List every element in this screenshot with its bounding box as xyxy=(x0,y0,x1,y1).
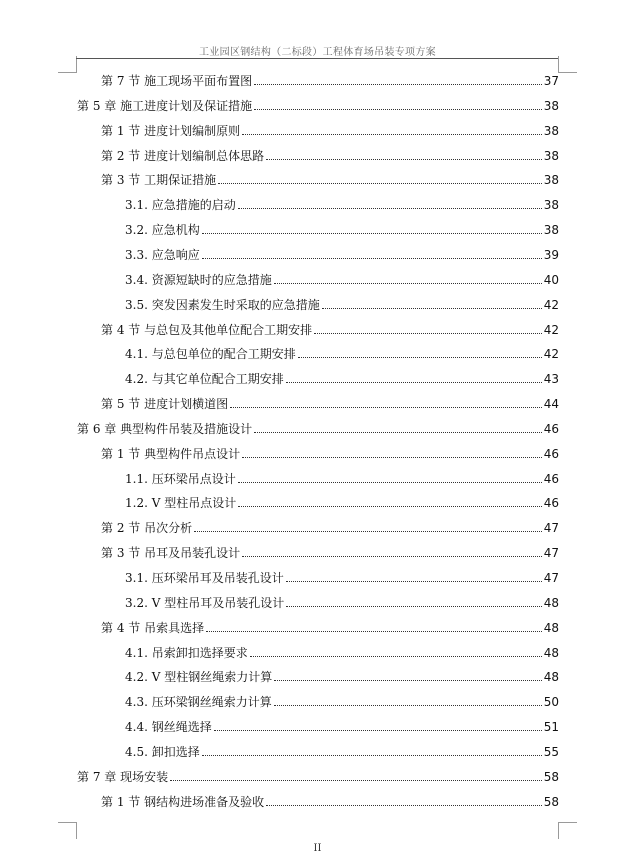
toc-entry[interactable] xyxy=(125,269,559,287)
toc-entry-title: 4.1. 与总包单位的配合工期安排 xyxy=(125,347,296,362)
toc-entry-title: 4.4. 钢丝绳选择 xyxy=(125,720,212,735)
crop-mark-top-right xyxy=(558,56,577,73)
toc-entry-title: 4.5. 卸扣选择 xyxy=(125,744,200,759)
toc-entry-page: 48 xyxy=(543,620,559,635)
toc-entry[interactable] xyxy=(125,567,559,585)
toc-entry-title: 3.3. 应急响应 xyxy=(125,247,200,262)
toc-entry[interactable] xyxy=(101,791,559,809)
toc-dot-leader xyxy=(286,382,542,383)
toc-dot-leader xyxy=(298,357,542,358)
toc-entry-title: 第 2 节 吊次分析 xyxy=(101,521,193,536)
toc-entry[interactable] xyxy=(125,244,559,262)
toc-entry[interactable] xyxy=(77,766,559,784)
toc-entry-page: 38 xyxy=(543,123,559,138)
toc-entry[interactable] xyxy=(77,418,559,436)
toc-entry-title: 3.2. V 型柱吊耳及吊装孔设计 xyxy=(125,595,285,610)
toc-entry-page: 58 xyxy=(543,794,559,809)
crop-mark-bottom-right xyxy=(558,822,577,839)
running-header: 工业园区钢结构（二标段）工程体育场吊装专项方案 xyxy=(199,47,436,58)
toc-entry-title: 第 4 节 吊索具选择 xyxy=(101,620,205,635)
crop-mark-top-left xyxy=(58,56,77,73)
crop-mark-bottom-left xyxy=(58,822,77,839)
toc-dot-leader xyxy=(206,631,542,632)
toc-entry[interactable] xyxy=(125,368,559,386)
toc-entry[interactable] xyxy=(125,592,559,610)
toc-dot-leader xyxy=(202,233,542,234)
toc-entry-title: 3.1. 压环梁吊耳及吊装孔设计 xyxy=(125,571,284,585)
toc-entry-page: 48 xyxy=(543,645,559,660)
toc-entry[interactable] xyxy=(125,343,559,361)
toc-entry-title: 第 3 节 工期保证措施 xyxy=(101,173,217,188)
toc-entry-page: 38 xyxy=(543,173,559,188)
toc-dot-leader xyxy=(254,432,542,433)
toc-dot-leader xyxy=(242,556,542,557)
toc-entry[interactable] xyxy=(101,517,559,535)
toc-entry[interactable] xyxy=(77,95,559,113)
toc-entry-page: 39 xyxy=(543,247,559,262)
toc-dot-leader xyxy=(238,506,542,507)
toc-entry-page: 46 xyxy=(543,446,559,461)
toc-dot-leader xyxy=(218,183,542,184)
toc-dot-leader xyxy=(254,84,542,85)
toc-entry-page: 55 xyxy=(543,744,559,759)
toc-dot-leader xyxy=(170,780,542,781)
header-rule xyxy=(76,58,558,59)
toc-entry-page: 38 xyxy=(543,198,559,213)
toc-entry-page: 37 xyxy=(543,74,559,88)
toc-entry-title: 4.1. 吊索卸扣选择要求 xyxy=(125,645,248,660)
toc-entry-title: 3.2. 应急机构 xyxy=(125,223,200,238)
toc-entry-page: 46 xyxy=(543,496,559,511)
toc-entry[interactable] xyxy=(101,169,559,187)
toc-entry-title: 3.1. 应急措施的启动 xyxy=(125,198,236,213)
toc-entry[interactable] xyxy=(101,120,559,138)
toc-entry-page: 38 xyxy=(543,148,559,163)
toc-entry-page: 47 xyxy=(543,571,559,585)
toc-entry-title: 1.1. 压环梁吊点设计 xyxy=(125,471,236,486)
toc-dot-leader xyxy=(202,258,542,259)
toc-entry-title: 3.4. 资源短缺时的应急措施 xyxy=(125,272,272,287)
toc-entry[interactable] xyxy=(101,617,559,635)
toc-entry[interactable] xyxy=(101,393,559,411)
toc-entry[interactable] xyxy=(125,642,559,660)
toc-entry-title: 第 5 节 进度计划横道图 xyxy=(101,397,229,412)
toc-entry-page: 47 xyxy=(543,546,559,561)
toc-entry-title: 第 7 章 现场安装 xyxy=(77,769,169,784)
toc-entry[interactable] xyxy=(125,468,559,486)
toc-dot-leader xyxy=(274,705,542,706)
toc-entry-title: 第 1 节 进度计划编制原则 xyxy=(101,123,241,138)
toc-dot-leader xyxy=(238,482,542,483)
toc-dot-leader xyxy=(274,680,542,681)
toc-entry-title: 第 7 节 施工现场平面布置图 xyxy=(101,74,253,88)
toc-entry-page: 48 xyxy=(543,670,559,685)
toc-entry-title: 第 6 章 典型构件吊装及措施设计 xyxy=(77,421,253,436)
toc-entry-page: 38 xyxy=(543,223,559,238)
toc-entry-page: 40 xyxy=(543,272,559,287)
toc-entry-page: 43 xyxy=(543,372,559,387)
toc-dot-leader xyxy=(322,308,542,309)
toc-entry-title: 第 1 节 钢结构进场准备及验收 xyxy=(101,794,265,809)
toc-entry-page: 48 xyxy=(543,595,559,610)
toc-entry-page: 51 xyxy=(543,720,559,735)
toc-dot-leader xyxy=(254,109,542,110)
toc-dot-leader xyxy=(286,581,542,582)
toc-entry[interactable] xyxy=(125,666,559,684)
toc-entry-page: 50 xyxy=(543,695,559,710)
toc-entry-page: 58 xyxy=(543,769,559,784)
toc-entry[interactable] xyxy=(125,691,559,709)
toc-entry-page: 46 xyxy=(543,471,559,486)
toc-entry-title: 第 5 章 施工进度计划及保证措施 xyxy=(77,98,253,113)
toc-dot-leader xyxy=(250,656,542,657)
toc-dot-leader xyxy=(238,208,542,209)
toc-dot-leader xyxy=(242,457,542,458)
toc-entry-page: 42 xyxy=(543,347,559,362)
toc-entry-title: 第 2 节 进度计划编制总体思路 xyxy=(101,148,265,163)
toc-dot-leader xyxy=(242,134,542,135)
toc-dot-leader xyxy=(274,283,542,284)
toc-entry-title: 4.2. V 型柱钢丝绳索力计算 xyxy=(125,670,273,685)
toc-entry[interactable] xyxy=(125,716,559,734)
toc-dot-leader xyxy=(266,805,542,806)
toc-entry-page: 42 xyxy=(543,322,559,337)
toc-entry-title: 1.2. V 型柱吊点设计 xyxy=(125,496,237,511)
toc-dot-leader xyxy=(214,730,542,731)
toc-entry[interactable] xyxy=(125,294,559,312)
toc-dot-leader xyxy=(194,531,542,532)
toc-entry-page: 38 xyxy=(543,98,559,113)
toc-entry[interactable] xyxy=(125,219,559,237)
toc-dot-leader xyxy=(286,606,542,607)
toc-dot-leader xyxy=(230,407,542,408)
toc-entry-page: 42 xyxy=(543,297,559,312)
toc-entry-title: 第 4 节 与总包及其他单位配合工期安排 xyxy=(101,322,313,337)
toc-entry-title: 第 1 节 典型构件吊点设计 xyxy=(101,446,241,461)
toc-entry-page: 47 xyxy=(543,521,559,536)
toc-dot-leader xyxy=(266,159,542,160)
toc-entry[interactable] xyxy=(101,542,559,560)
toc-dot-leader xyxy=(314,333,542,334)
toc-entry-title: 3.5. 突发因素发生时采取的应急措施 xyxy=(125,297,320,312)
toc-entry-page: 46 xyxy=(543,421,559,436)
toc-entry[interactable] xyxy=(125,194,559,212)
toc-entry[interactable] xyxy=(101,145,559,163)
toc-entry[interactable] xyxy=(125,741,559,759)
toc-entry[interactable] xyxy=(101,70,559,88)
toc-entry-page: 44 xyxy=(543,397,559,412)
toc-entry[interactable] xyxy=(101,319,559,337)
page-number: II xyxy=(313,843,322,854)
toc-entry-title: 第 3 节 吊耳及吊装孔设计 xyxy=(101,546,241,561)
toc-dot-leader xyxy=(202,755,542,756)
toc-entry-title: 4.3. 压环梁钢丝绳索力计算 xyxy=(125,695,272,710)
toc-entry[interactable] xyxy=(125,492,559,510)
toc-entry[interactable] xyxy=(101,443,559,461)
toc-entry-title: 4.2. 与其它单位配合工期安排 xyxy=(125,372,284,387)
